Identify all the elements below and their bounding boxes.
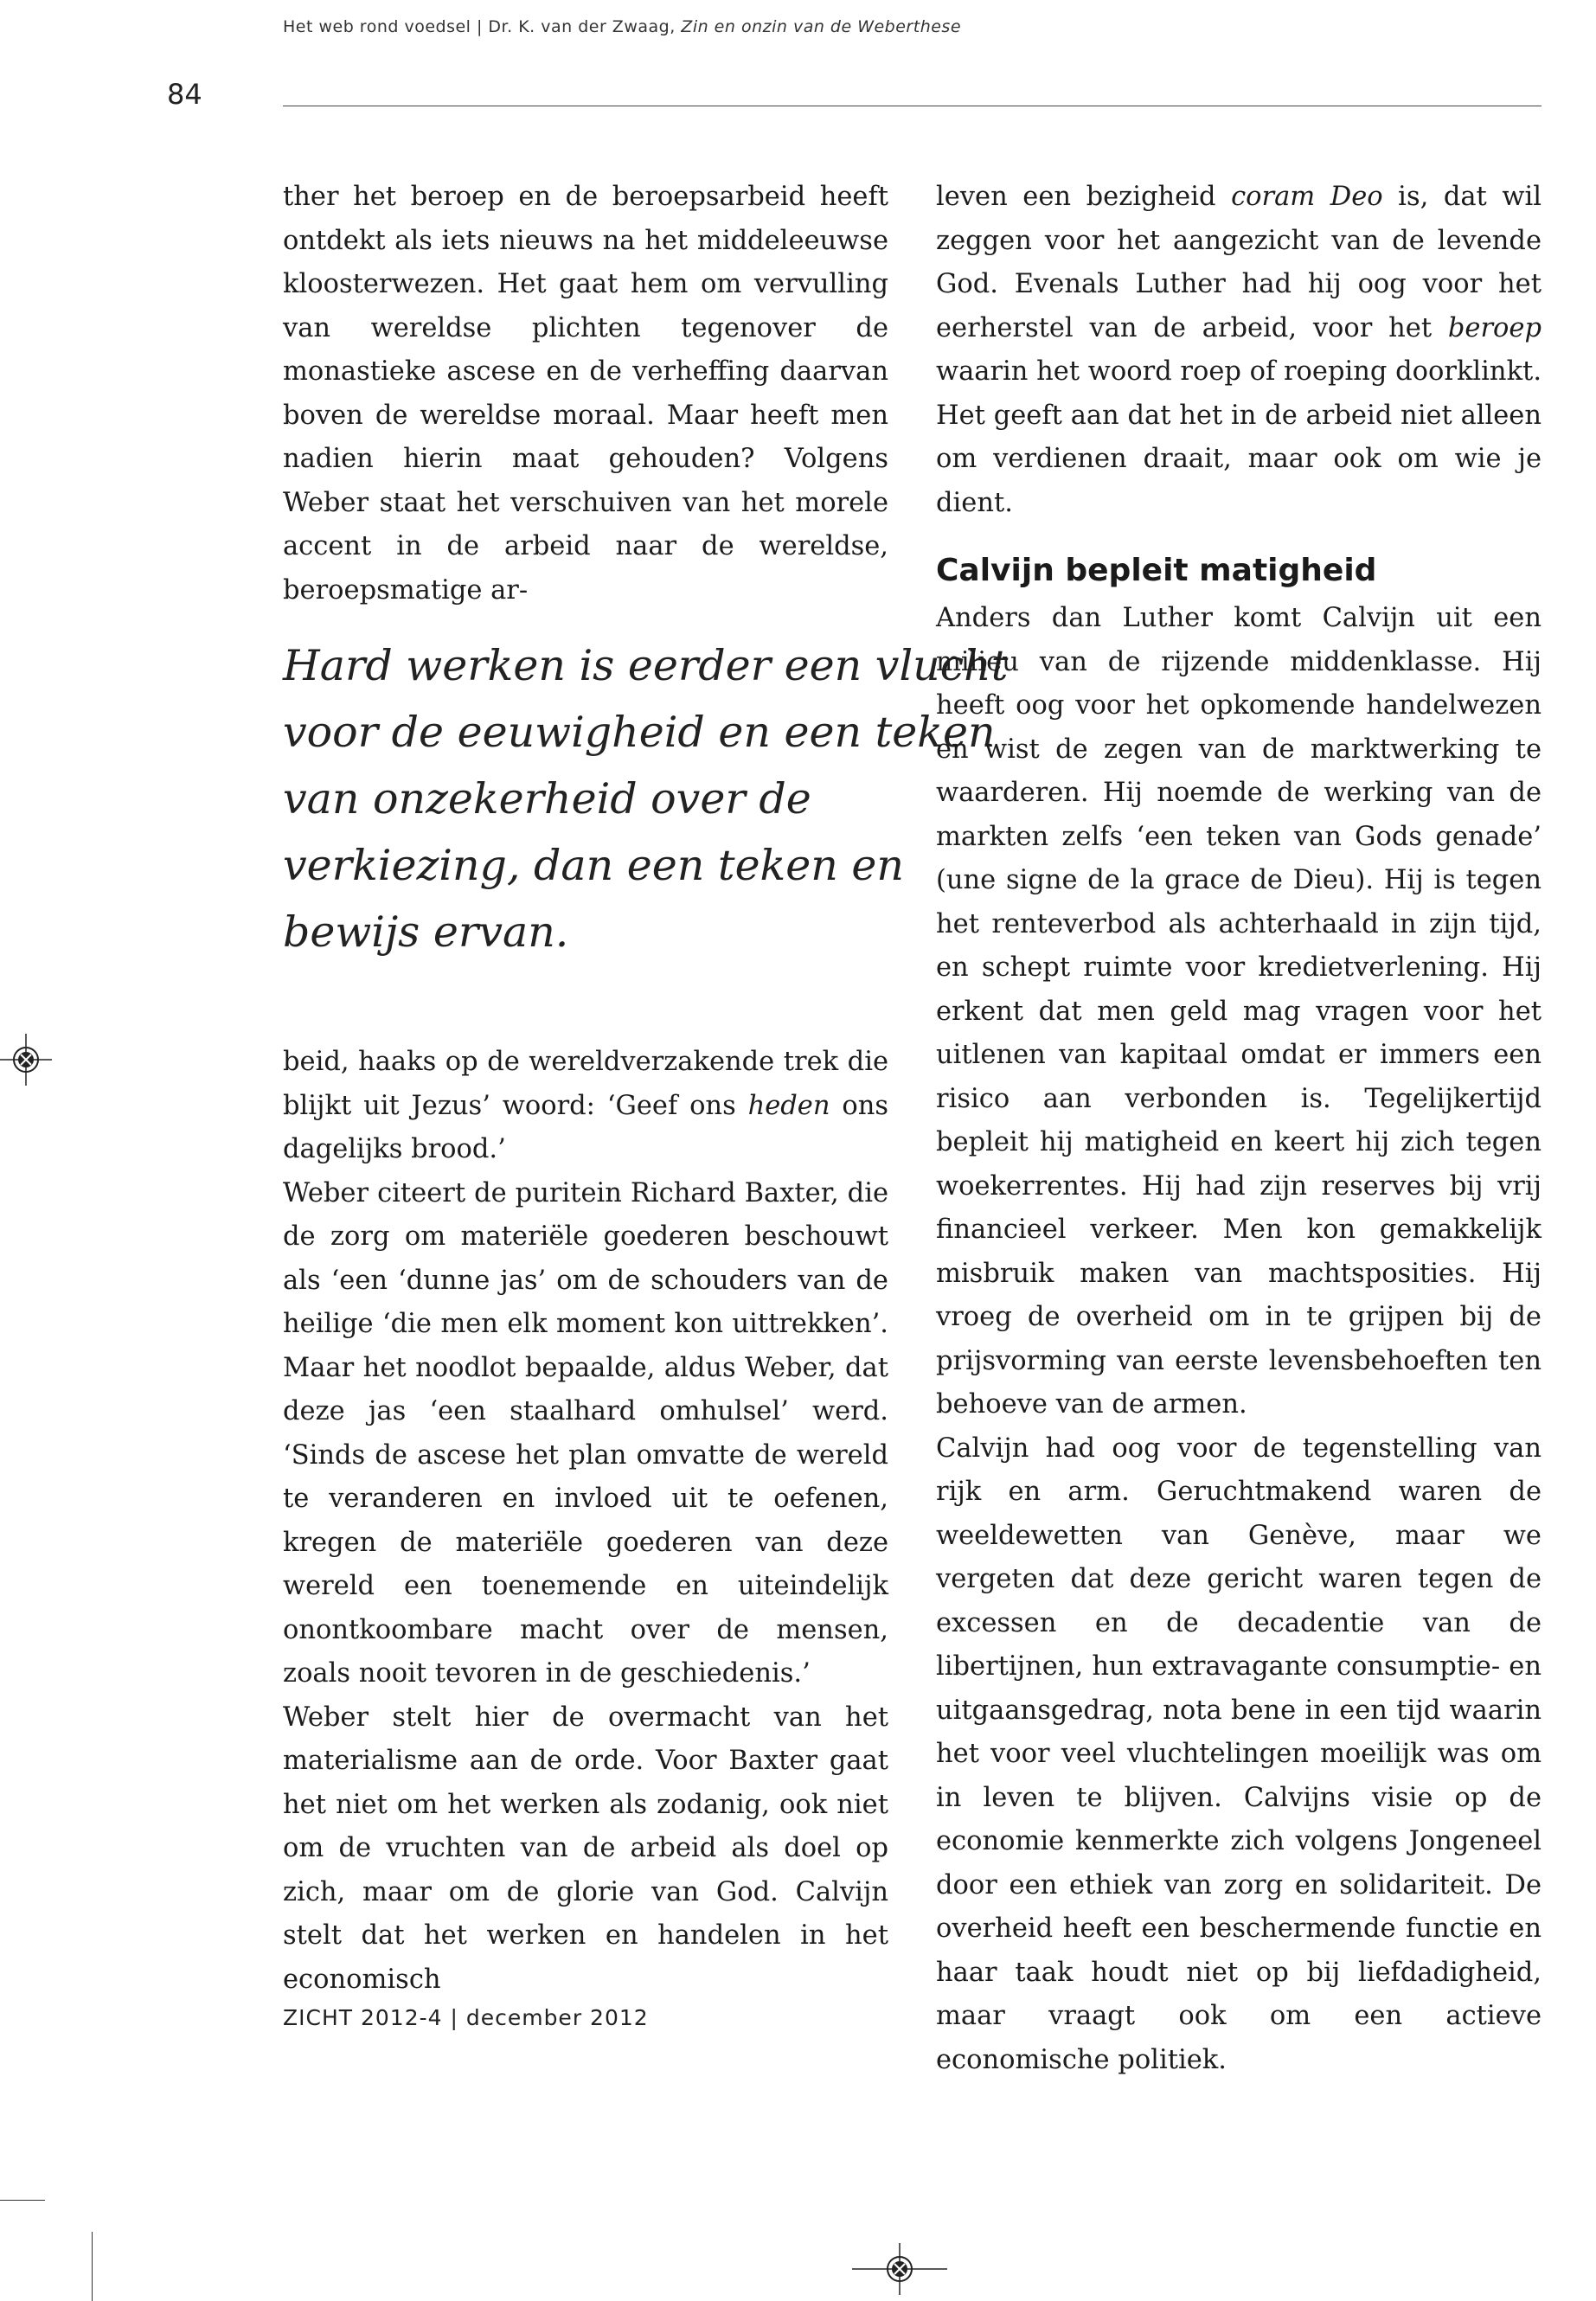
pull-quote-line: bewijs ervan. [283,907,569,957]
running-head [283,17,961,36]
body-paragraph [936,176,1542,525]
crop-mark-horizontal [0,2200,45,2201]
footer: ZICHT 2012-4 | december 2012 [283,2005,649,2030]
body-paragraph: Anders dan Luther komt Calvijn uit een milieu van de rijzende middenklasse. Hij heeft oog voor het opkomende handelwezen en wist de zegen van de marktwerking te waarderen. Hij noemde de werking van de markten zelfs ‘een teken van Gods genade’ (une signe de la grace de Dieu). Hij is tegen het renteverbod als achterhaald in zijn tijd, en schept ruimte voor kredietverlening. Hij erkent dat men geld mag vragen voor het uitlenen van kapitaal omdat er immers een risico aan verbonden is. Tegelijkertijd bepleit hij matigheid en keert hij zich tegen woekerrentes. Hij had zijn reserves bij vrij financieel verkeer. Men kon gemakkelijk misbruik maken van machtsposities. Hij vroeg de overheid om in te grijpen bij de prijsvorming van eerste levensbehoeften ten behoeve van de armen. [936,603,1542,1420]
body-paragraph: Weber citeert de puritein Richard Baxter, die de zorg om materiële goederen beschouwt als ‘een ‘dunne jas’ om de schouders van de heilige ‘die men elk moment kon uittrekken’. Maar het noodlot bepaalde, aldus Weber, dat deze jas ‘een staalhard omhulsel’ werd. ‘Sinds de ascese het plan omvatte de wereld te veranderen en invloed uit te oefenen, kregen de materiële goederen van deze wereld een toenemende en uiteindelijk onontkoombare macht over de mensen, zoals nooit tevoren in de geschiedenis.’ [283,1177,888,1689]
body-paragraph: Weber stelt hier de overmacht van het materialisme aan de orde. Voor Baxter gaat het niet om het werken als zodanig, ook niet om de vruchten van de arbeid als doel op zich, maar om de glorie van God. Calvijn stelt dat het werken en handelen in het economisch [283,1702,888,1995]
pull-quote-line: van onzekerheid over de [283,774,811,824]
pull-quote-line: voor de eeuwigheid en een teken [283,708,996,757]
text-run: is, dat wil zeggen voor het aangezicht van de levende God. Evenals Luther had hij oog voor het eerherstel van de arbeid, voor het [936,182,1542,343]
pull-quote [283,632,1009,965]
italic-text-run: heden [747,1090,830,1121]
running-head-title: Zin en onzin van de Weberthese [681,17,962,36]
page-number: 84 [167,78,202,111]
text-run: leven een bezigheid [936,182,1232,212]
italic-text-run: coram Deo [1231,182,1383,212]
text-run: ons dagelijks brood.’ [283,1090,888,1164]
text-run: beid, haaks op de wereldverzakende trek die blijkt uit Jezus’ woord: ‘Geef ons [283,1047,888,1121]
registration-mark-icon [852,2243,947,2295]
left-column-top [283,176,888,612]
registration-mark-icon [0,1034,52,1086]
text-run: waarin het woord roep of roeping doorklinkt. Het geeft aan dat het in de arbeid niet alleen om verdienen draait, maar ook om wie je dient. [936,356,1542,518]
pull-quote-line: verkiezing, dan een teken en [283,841,904,890]
body-paragraph [283,1041,888,1172]
right-column [936,176,1542,2082]
italic-text-run: beroep [1447,312,1542,343]
running-head-prefix: Het web rond voedsel | Dr. K. van der Zwaag, [283,17,682,36]
body-paragraph: ther het beroep en de beroepsarbeid heeft ontdekt als iets nieuws na het middeleeuwse kloosterwezen. Het gaat hem om vervulling van wereldse plichten tegenover de monastieke ascese en de verheffing daarvan boven de wereldse moraal. Maar heeft men nadien hierin maat gehouden? Volgens Weber staat het verschuiven van het morele accent in de arbeid naar de wereldse, beroepsmatige ar- [283,182,888,606]
body-paragraph: Calvijn had oog voor de tegenstelling van rijk en arm. Geruchtmakend waren de weeldewetten van Genève, maar we vergeten dat deze gericht waren tegen de excessen en de decadentie van de libertijnen, hun extravagante consumptie- en uitgaansgedrag, nota bene in een tijd waarin het voor veel vluchtelingen moeilijk was om in leven te blijven. Calvijns visie op de economie kenmerkte zich volgens Jongeneel door een ethiek van zorg en solidariteit. De overheid heeft een beschermende functie en haar taak houdt niet op bij liefdadigheid, maar vraagt ook om een actieve economische politiek. [936,1433,1542,2075]
left-column-bottom [283,1041,888,2002]
pull-quote-line: Hard werken is eerder een vlucht [283,641,1009,690]
crop-mark-vertical [92,2232,93,2301]
section-heading: Calvijn bepleit matigheid [936,553,1377,588]
